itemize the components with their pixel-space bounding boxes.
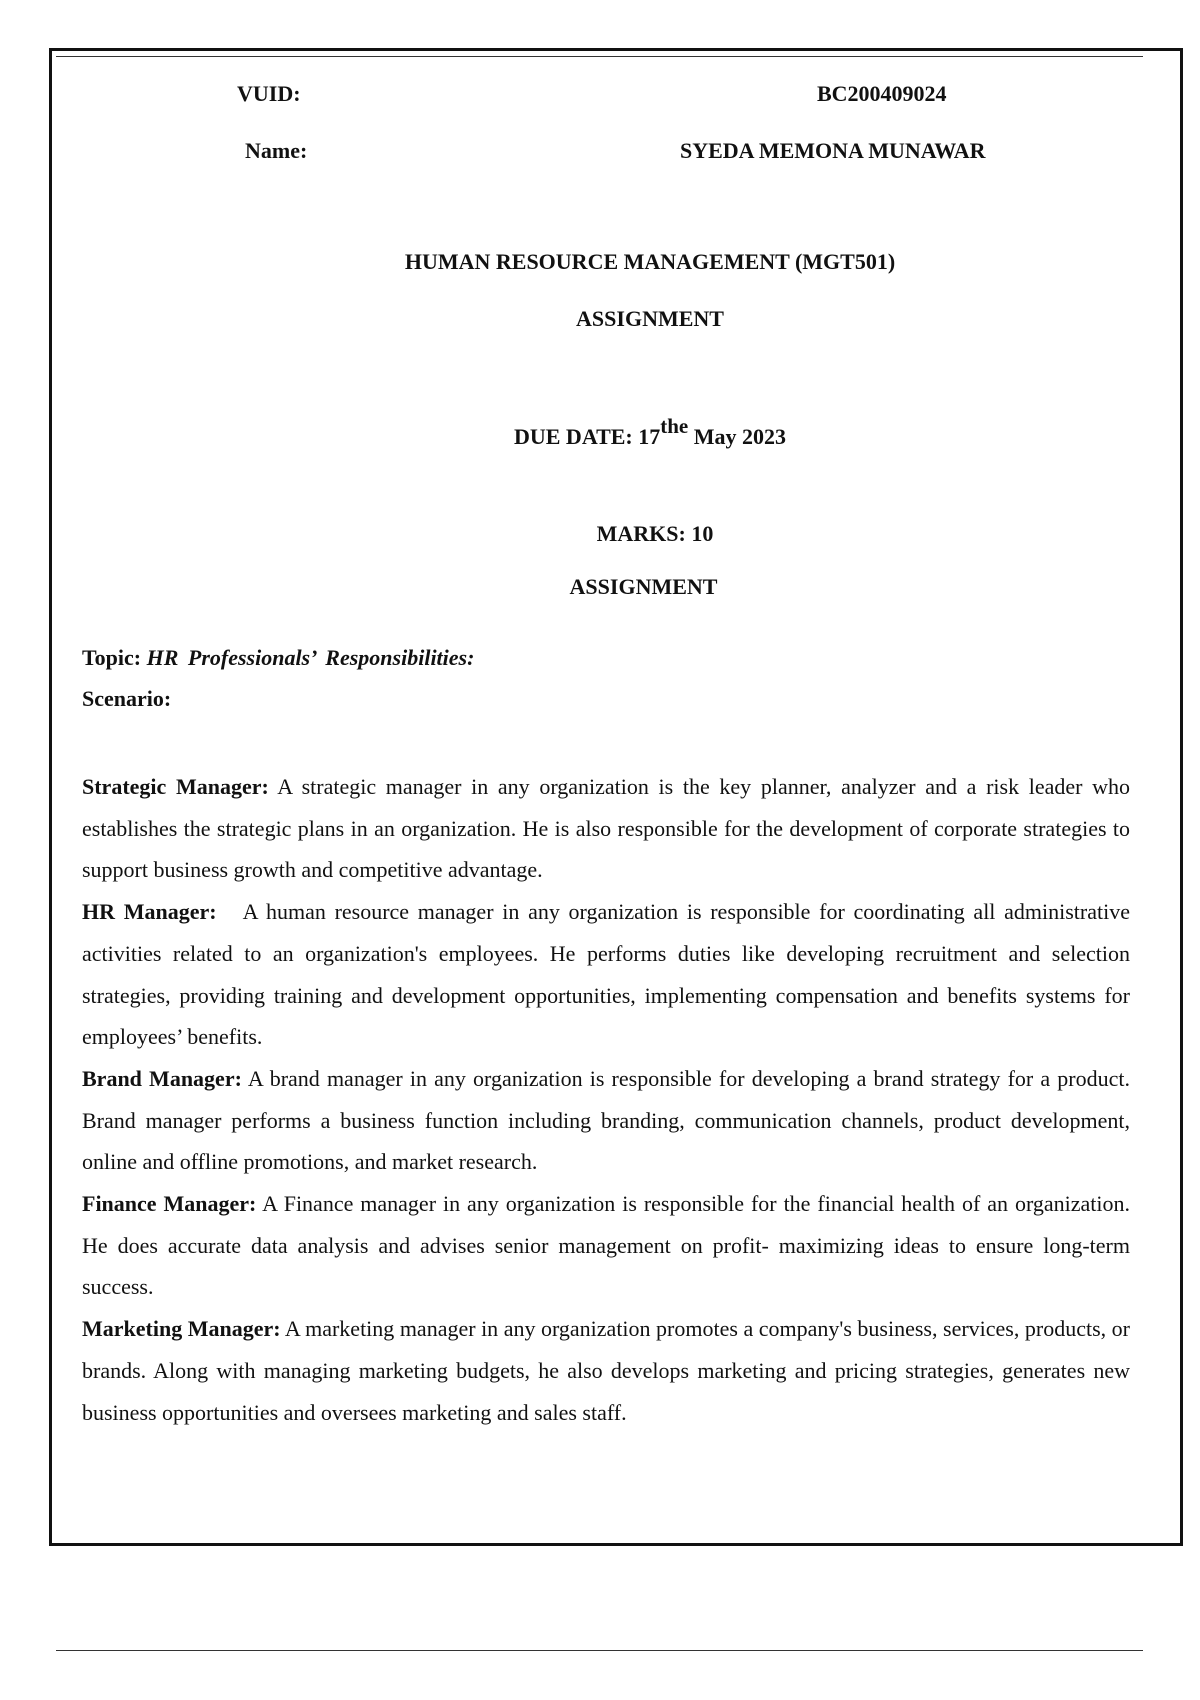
role-text: A marketing manager in any organization promotes a company's business, services, products, or brands. Along with managing marketing budgets, he also develops marketing and pricing strategies, generates new business opportunities and oversees marketing and sales staff. (82, 1316, 1130, 1425)
marks: MARKS: 10 (596, 521, 714, 546)
role-label: Marketing Manager: (82, 1316, 281, 1342)
role-text: A human resource manager in any organization is responsible for coordinating all administrative activities related to an organization's employees. He performs duties like developing recruitment and selection strategies, providing training and development opportunities, implementing compensation and benefits systems for employees’ benefits. (82, 899, 1130, 1050)
topic-text: HR Professionals’ Responsibilities: (146, 645, 475, 670)
topic-line (82, 645, 474, 671)
name-value: SYEDA MEMONA MUNAWAR (680, 138, 986, 163)
assignment-heading-2: ASSIGNMENT (569, 574, 718, 599)
role-label: HR Manager: (82, 899, 217, 925)
role-paragraph-hr (82, 891, 1130, 1058)
role-label: Strategic Manager: (82, 774, 269, 799)
vuid-value: BC200409024 (817, 81, 947, 106)
course-title: HUMAN RESOURCE MANAGEMENT (MGT501) (404, 249, 896, 274)
bottom-rule (56, 1650, 1143, 1651)
role-text: A brand manager in any organization is responsible for developing a brand strategy for a product. Brand manager performs a business function including branding, communication channels, product development, online and offline promotions, and market research. (82, 1065, 1130, 1175)
role-paragraph-brand (82, 1058, 1130, 1183)
due-date-prefix: DUE DATE: 17 (513, 424, 661, 449)
role-paragraph-marketing (82, 1308, 1130, 1433)
scenario-label: Scenario: (82, 686, 172, 711)
due-date-suffix: May 2023 (693, 424, 787, 449)
role-text: A strategic manager in any organization is the key planner, analyzer and a risk leader who establishes the strategic plans in an organization. He is also responsible for the development of corporate strategies to support business growth and competitive advantage. (82, 774, 1130, 883)
role-paragraph-strategic (82, 766, 1130, 891)
name-label: Name: (245, 138, 308, 163)
roles-body (82, 766, 1130, 1433)
role-label: Finance Manager: (82, 1191, 257, 1217)
role-text: A Finance manager in any organization is responsible for the financial health of an organization. He does accurate data analysis and advises senior management on profit- maximizing ideas to ensure long-term success. (82, 1191, 1130, 1300)
role-paragraph-finance (82, 1183, 1130, 1308)
due-date-superscript: the (660, 414, 689, 438)
role-label: Brand Manager: (82, 1065, 242, 1091)
due-date (0, 414, 1200, 450)
topic-label: Topic: (82, 645, 142, 670)
vuid-label: VUID: (237, 81, 301, 106)
assignment-heading: ASSIGNMENT (576, 306, 724, 331)
